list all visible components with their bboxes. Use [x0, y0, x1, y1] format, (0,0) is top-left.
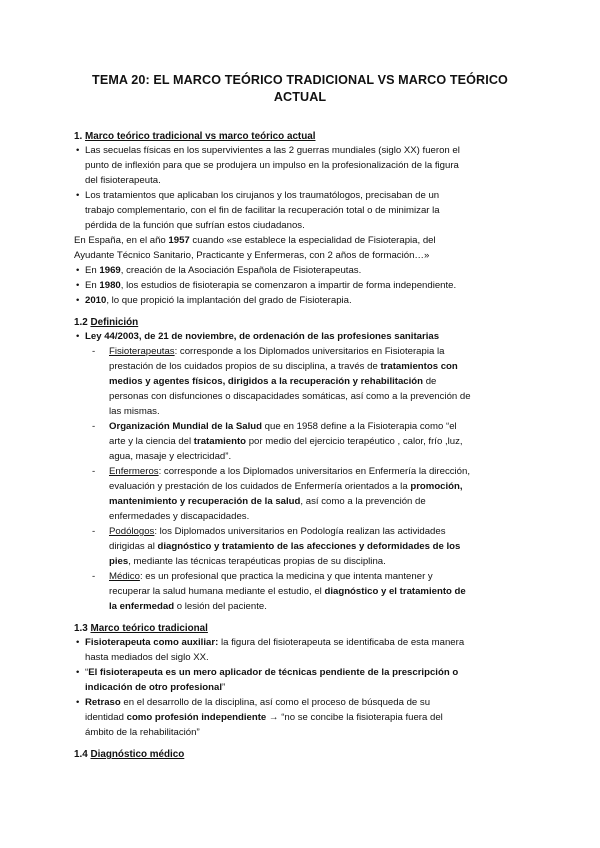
law-reference: Ley 44/2003, de 21 de noviembre, de ordenación de las profesiones sanitarias — [85, 331, 440, 342]
dash-marker: - — [92, 346, 96, 357]
dash-marker: - — [92, 421, 96, 432]
text-run: , los estudios de fisioterapia se comenzaron a impartir de forma independiente. — [120, 280, 457, 291]
bullet-item — [76, 293, 526, 308]
text-run: , mediante las técnicas terapéuticas propias de su disciplina. — [128, 556, 386, 567]
text-run: medios y agentes físicos, dirigidos a la recuperación y rehabilitación — [109, 376, 424, 387]
text-run: de — [423, 376, 437, 387]
title-line-2: ACTUAL — [273, 90, 327, 104]
bullet-item — [76, 635, 526, 665]
text-run: , creación de la Asociación Española de Fisioterapeutas. — [120, 265, 362, 276]
text-line: Ayudante Técnico Sanitario, Practicante y Enfermeras, con 2 años de formación…» — [74, 250, 430, 261]
title-line-1: TEMA 20: EL MARCO TEÓRICO TRADICIONAL VS MARCO TEÓRICO — [92, 73, 508, 87]
text-run: → “no se concibe la fisioterapia fuera del — [266, 712, 443, 723]
text-line — [109, 569, 526, 584]
section-title: Marco teórico tradicional vs marco teórico actual — [85, 131, 316, 142]
text-line: hasta mediados del siglo XX. — [85, 652, 209, 663]
term: Fisioterapeutas — [109, 346, 175, 357]
text-run: que en 1958 define a la Fisioterapia como “el — [262, 421, 457, 432]
bullet-item — [76, 695, 526, 740]
text-line — [85, 710, 526, 725]
year-1957: 1957 — [168, 235, 190, 246]
text-run: : los Diplomados universitarios en Podología realizan las actividades — [154, 526, 446, 537]
section-1-4-heading — [74, 748, 526, 761]
text-run: Fisioterapeuta como auxiliar: — [85, 637, 219, 648]
text-run: promoción, — [410, 481, 463, 492]
text-run: “ — [85, 667, 89, 678]
dash-item — [74, 344, 526, 419]
text-run: , lo que propició la implantación del grado de Fisioterapia. — [106, 295, 352, 306]
text-line — [109, 539, 526, 554]
text-line — [109, 599, 526, 614]
section-number: 1. — [74, 131, 83, 142]
section-1-3-heading — [74, 622, 526, 635]
text-run: En — [85, 280, 100, 291]
text-line — [74, 233, 526, 248]
text-run: arte y la ciencia del — [109, 436, 194, 447]
text-run: diagnóstico y el tratamiento de — [324, 586, 466, 597]
term: Médico — [109, 571, 140, 582]
year-1969: 1969 — [99, 265, 121, 276]
text-line — [109, 359, 526, 374]
dash-item — [74, 524, 526, 569]
text-run: recuperar la salud humana mediante el estudio, el — [109, 586, 325, 597]
text-line — [85, 680, 526, 695]
text-run: El fisioterapeuta es un mero aplicador de técnicas pendiente de la prescripción o — [88, 667, 459, 678]
text-line: pérdida de la función que sufrían estos ciudadanos. — [85, 220, 305, 231]
text-run: o lesión del paciente. — [174, 601, 267, 612]
text-run: : corresponde a los Diplomados universitarios en Fisioterapia la — [174, 346, 445, 357]
text-run: en el desarrollo de la disciplina, así como el proceso de búsqueda de su — [120, 697, 431, 708]
term: Enfermeros — [109, 466, 159, 477]
text-run: tratamiento — [193, 436, 247, 447]
text-line — [85, 635, 526, 650]
text-run: pies — [109, 556, 129, 567]
text-line — [109, 344, 526, 359]
text-line — [109, 419, 526, 434]
bullet-item — [76, 188, 526, 233]
dash-marker: - — [92, 526, 96, 537]
text-line — [109, 554, 526, 569]
text-line — [109, 374, 526, 389]
text-run: identidad — [85, 712, 127, 723]
text-line: personas con disfunciones o discapacidades somáticas, así como a la prevención de — [109, 391, 471, 402]
section-number: 1.2 — [74, 317, 88, 328]
text-run: la enfermedad — [109, 601, 175, 612]
text-run: ” — [222, 682, 226, 693]
text-line: • Las secuelas físicas en los supervivientes a las 2 guerras mundiales (siglo XX) fueron el — [85, 145, 460, 156]
text-run: cuando «se establece la especialidad de Fisioterapia, del — [189, 235, 436, 246]
section-number: 1.3 — [74, 623, 88, 634]
year-2010: 2010 — [85, 295, 107, 306]
bullet-item — [76, 665, 526, 695]
text-run: indicación de otro profesional — [85, 682, 222, 693]
document-title — [74, 72, 526, 106]
text-run: En España, en el año — [74, 235, 169, 246]
dash-item — [74, 569, 526, 614]
text-run: la figura del fisioterapeuta se identificaba de esta manera — [218, 637, 465, 648]
text-line: punto de inflexión para que se produjera un impulso en la profesionalización de la figura — [85, 160, 459, 171]
dash-marker: - — [92, 466, 96, 477]
text-line: del fisioterapeuta. — [85, 175, 161, 186]
dash-item — [74, 464, 526, 524]
paragraph — [74, 233, 526, 263]
text-line — [109, 464, 526, 479]
text-run: prestación de los cuidados propios de su disciplina, a través de — [109, 361, 381, 372]
text-line: las mismas. — [109, 406, 160, 417]
text-line — [109, 479, 526, 494]
text-run: como profesión independiente — [126, 712, 267, 723]
section-1-2-heading — [74, 316, 526, 329]
text-run: tratamientos con — [380, 361, 458, 372]
text-line — [85, 695, 526, 710]
text-line — [109, 434, 526, 449]
text-line: ámbito de la rehabilitación” — [85, 727, 200, 738]
text-line — [109, 584, 526, 599]
section-number: 1.4 — [74, 749, 88, 760]
bullet-item — [76, 329, 526, 344]
text-run: dirigidas al — [109, 541, 158, 552]
section-title: Definición — [90, 317, 139, 328]
text-line — [109, 494, 526, 509]
text-line: trabajo complementario, con el fin de facilitar la recuperación total o de minimizar la — [85, 205, 440, 216]
text-line: • Los tratamientos que aplicaban los cirujanos y los traumatólogos, precisaban de un — [85, 190, 440, 201]
bullet-item — [76, 263, 526, 278]
text-run: En — [85, 265, 100, 276]
text-line — [85, 665, 526, 680]
section-title: Marco teórico tradicional — [90, 623, 208, 634]
dash-item — [74, 419, 526, 464]
text-run: : es un profesional que practica la medicina y que intenta mantener y — [139, 571, 433, 582]
section-title: Diagnóstico médico — [90, 749, 185, 760]
text-run: diagnóstico y tratamiento de las afecciones y deformidades de los — [157, 541, 461, 552]
text-line: agua, masaje y electricidad”. — [109, 451, 232, 462]
text-run: Retraso — [85, 697, 121, 708]
text-line: enfermedades y discapacidades. — [109, 511, 250, 522]
term: Organización Mundial de la Salud — [109, 421, 262, 432]
section-1-heading — [74, 130, 526, 143]
term: Podólogos — [109, 526, 155, 537]
text-run: por medio del ejercicio terapéutico , calor, frío ,luz, — [246, 436, 463, 447]
text-run: , así como a la prevención de — [300, 496, 426, 507]
document-page — [74, 72, 526, 761]
bullet-item — [76, 278, 526, 293]
text-run: : corresponde a los Diplomados universitarios en Enfermería la dirección, — [158, 466, 471, 477]
text-line — [109, 524, 526, 539]
dash-marker: - — [92, 571, 96, 582]
text-run: mantenimiento y recuperación de la salud — [109, 496, 301, 507]
text-run: evaluación y prestación de los cuidados de Enfermería orientados a la — [109, 481, 411, 492]
bullet-item — [76, 143, 526, 188]
year-1980: 1980 — [99, 280, 121, 291]
